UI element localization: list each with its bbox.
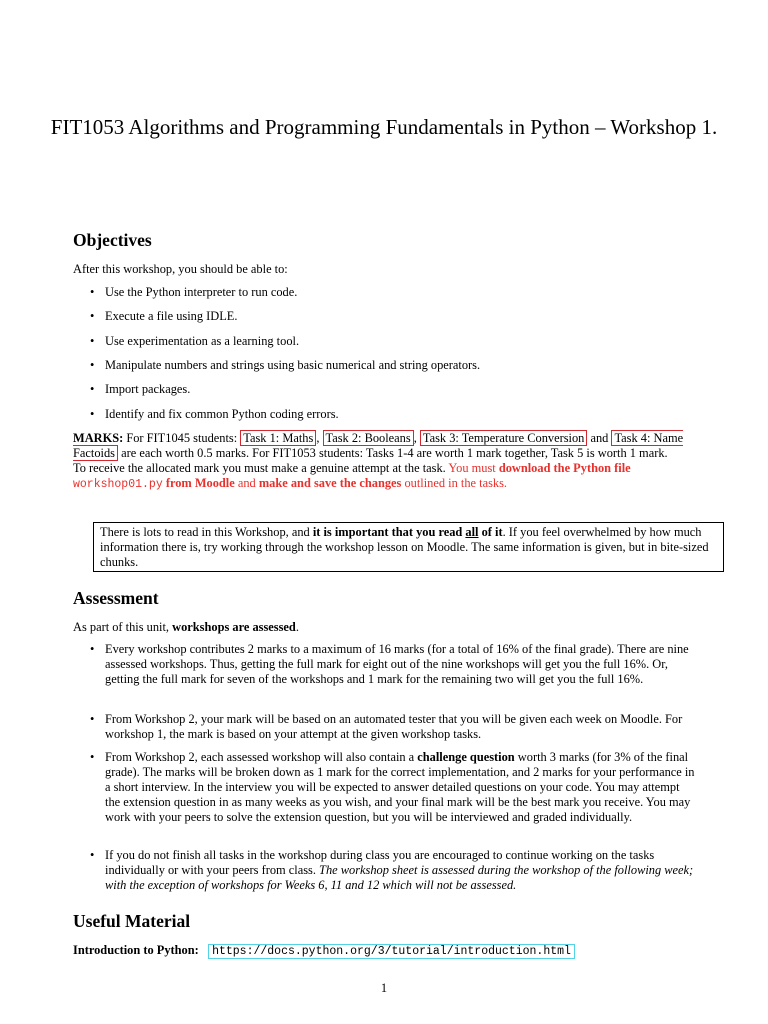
python-intro-reference xyxy=(73,943,695,959)
bullet-icon: • xyxy=(90,358,95,372)
objective-item: • Import packages. xyxy=(90,382,191,396)
bullet-icon: • xyxy=(90,848,95,862)
bullet-icon: • xyxy=(90,309,95,323)
bullet-icon: • xyxy=(90,642,95,656)
objectives-intro: After this workshop, you should be able to: xyxy=(73,262,288,276)
assessment-intro: As part of this unit, workshops are assessed. xyxy=(73,620,299,634)
task-3-link[interactable]: Task 3: Temperature Conversion xyxy=(420,430,587,446)
useful-material-heading: Useful Material xyxy=(73,911,191,931)
assessment-heading: Assessment xyxy=(73,588,159,608)
python-intro-label: Introduction to Python: xyxy=(73,943,199,957)
task-4-link[interactable]: Task 4: Name Factoids xyxy=(73,431,684,460)
marks-paragraph: MARKS: For FIT1045 students: Task 1: Maths , Task 2: Booleans , Task 3: Temperature Conversion and Task 4: Name Factoids are each worth 0.5 marks. For FIT1053 students: Tasks 1-4 are worth 1 mark together, Task 5 is worth 1 mark. To receive the allocated mark you must make a genuine attempt at the task. You must download the Python file workshop01.py from Moodle and make and save the changes outlined in the tasks. xyxy=(73,431,684,491)
objective-item: • Identify and fix common Python coding errors. xyxy=(90,407,339,421)
assessment-item: • If you do not finish all tasks in the workshop during class you are encouraged to continue working on the tasks individually or with your peers from class. The workshop sheet is assessed during the workshop of the following week; with the exception of workshops for Weeks 6, 11 and 12 which will not be assessed. xyxy=(90,848,694,892)
objective-item: • Manipulate numbers and strings using basic numerical and string operators. xyxy=(90,358,481,372)
bullet-icon: • xyxy=(90,750,95,764)
filename: workshop01.py xyxy=(73,478,163,491)
bullet-icon: • xyxy=(90,382,95,396)
objective-item: • Use the Python interpreter to run code. xyxy=(90,285,298,299)
page-title: FIT1053 Algorithms and Programming Fundamentals in Python – Workshop 1. xyxy=(50,115,718,139)
bullet-icon: • xyxy=(90,712,95,726)
objectives-heading: Objectives xyxy=(73,230,152,250)
bullet-icon: • xyxy=(90,407,95,421)
python-tutorial-link[interactable]: https://docs.python.org/3/tutorial/introduction.html xyxy=(208,944,575,959)
marks-label: MARKS: xyxy=(73,431,124,445)
task-1-link[interactable]: Task 1: Maths xyxy=(240,430,316,446)
bullet-icon: • xyxy=(90,334,95,348)
assessment-item: • From Workshop 2, your mark will be based on an automated tester that you will be given each week on Moodle. For workshop 1, the mark is based on your attempt at the given workshop tasks. xyxy=(90,712,683,741)
bullet-icon: • xyxy=(90,285,95,299)
reading-notice-box: There is lots to read in this Workshop, and it is important that you read all of it. If you feel overwhelmed by how much information there is, try working through the workshop lesson on Moodle. The same information is given, but in bite-sized chunks. xyxy=(93,522,724,572)
objective-item: • Execute a file using IDLE. xyxy=(90,309,238,323)
assessment-item: • From Workshop 2, each assessed workshop will also contain a challenge question worth 3 marks (for 3% of the final grade). The marks will be broken down as 1 mark for the correct implementation, and 2 marks for your performance in a short interview. In the interview you will be expected to answer detailed questions on your code. You may attempt the extension question in as many weeks as you wish, and your final mark will be the best mark you receive. You may work with your peers to solve the extension question, but you will be interviewed and graded individually. xyxy=(90,750,695,824)
page-number: 1 xyxy=(380,981,388,995)
task-2-link[interactable]: Task 2: Booleans xyxy=(323,430,414,446)
objective-item: • Use experimentation as a learning tool. xyxy=(90,334,300,348)
assessment-item: • Every workshop contributes 2 marks to a maximum of 16 marks (for a total of 16% of the final grade). There are nine assessed workshops. Thus, getting the full mark for eight out of the nine workshops will get you the full 16%. Or, getting the full mark for seven of the workshops and 1 mark for the remaining two will get you the full 16%. xyxy=(90,642,689,686)
